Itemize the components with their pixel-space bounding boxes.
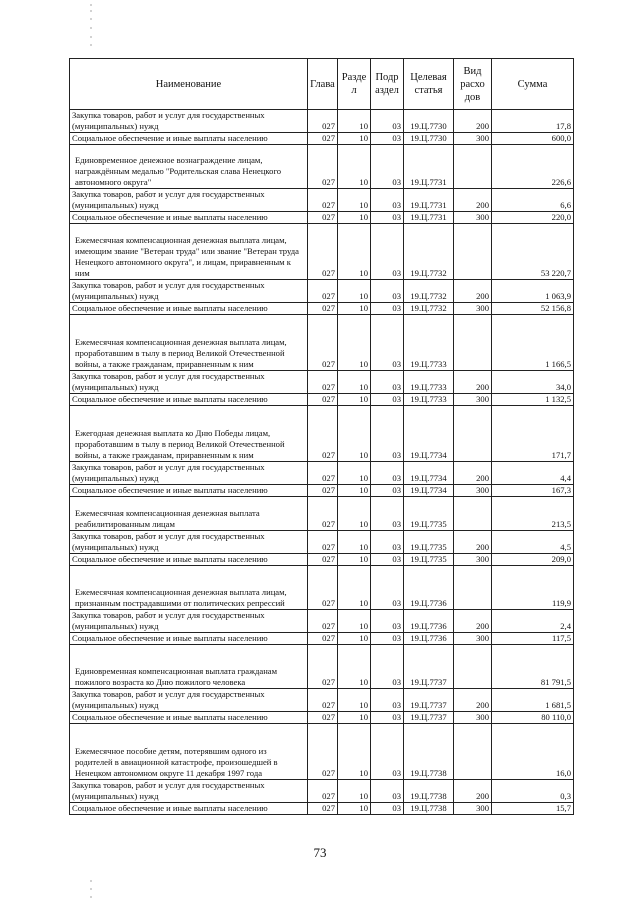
cell-amount: 4,4 <box>492 462 574 485</box>
scan-dot <box>90 4 92 6</box>
cell-name: Социальное обеспечение и иные выплаты населению <box>70 633 308 645</box>
cell-amount: 209,0 <box>492 554 574 566</box>
cell-type: 200 <box>454 189 492 212</box>
cell-name: Закупка товаров, работ и услуг для государственных (муниципальных) нужд <box>70 610 308 633</box>
cell-target: 19.Ц.7734 <box>404 406 454 462</box>
cell-name: Социальное обеспечение и иные выплаты населению <box>70 394 308 406</box>
cell-target: 19.Ц.7736 <box>404 633 454 645</box>
table-header-row <box>70 59 574 110</box>
cell-name: Единовременная компенсационная выплата гражданам пожилого возраста ко Дню пожилого человека <box>70 645 308 689</box>
table-row-group <box>70 145 574 189</box>
cell-chapter: 027 <box>308 145 338 189</box>
cell-target: 19.Ц.7738 <box>404 780 454 803</box>
cell-chapter: 027 <box>308 110 338 133</box>
cell-subsection: 03 <box>371 189 404 212</box>
cell-name: Закупка товаров, работ и услуг для государственных (муниципальных) нужд <box>70 462 308 485</box>
cell-type <box>454 406 492 462</box>
cell-chapter: 027 <box>308 371 338 394</box>
table-row <box>70 212 574 224</box>
cell-amount: 1 132,5 <box>492 394 574 406</box>
scan-dot <box>90 880 92 882</box>
cell-type <box>454 566 492 610</box>
cell-target: 19.Ц.7733 <box>404 371 454 394</box>
cell-chapter: 027 <box>308 462 338 485</box>
cell-section: 10 <box>338 689 371 712</box>
cell-name: Единовременное денежное вознаграждение лицам, награждённым медалью "Родительская слава Ненецкого автономного округа" <box>70 145 308 189</box>
table-row <box>70 780 574 803</box>
table-row <box>70 554 574 566</box>
cell-type: 200 <box>454 531 492 554</box>
cell-name: Социальное обеспечение и иные выплаты населению <box>70 133 308 145</box>
table-row <box>70 633 574 645</box>
table-row-group <box>70 724 574 780</box>
cell-chapter: 027 <box>308 780 338 803</box>
cell-target: 19.Ц.7732 <box>404 303 454 315</box>
cell-subsection: 03 <box>371 689 404 712</box>
cell-name: Социальное обеспечение и иные выплаты населению <box>70 554 308 566</box>
budget-table <box>69 58 574 815</box>
table-row <box>70 303 574 315</box>
cell-type: 300 <box>454 303 492 315</box>
cell-type: 300 <box>454 394 492 406</box>
cell-amount: 0,3 <box>492 780 574 803</box>
cell-name: Закупка товаров, работ и услуг для государственных (муниципальных) нужд <box>70 689 308 712</box>
cell-section: 10 <box>338 780 371 803</box>
cell-section: 10 <box>338 406 371 462</box>
cell-type: 300 <box>454 803 492 815</box>
cell-amount: 4,5 <box>492 531 574 554</box>
cell-chapter: 027 <box>308 689 338 712</box>
header-chapter: Глава <box>308 59 338 110</box>
cell-section: 10 <box>338 497 371 531</box>
cell-subsection: 03 <box>371 280 404 303</box>
cell-name: Закупка товаров, работ и услуг для государственных (муниципальных) нужд <box>70 531 308 554</box>
cell-chapter: 027 <box>308 610 338 633</box>
cell-type: 300 <box>454 633 492 645</box>
cell-subsection: 03 <box>371 633 404 645</box>
cell-chapter: 027 <box>308 280 338 303</box>
cell-subsection: 03 <box>371 462 404 485</box>
header-amount: Сумма <box>492 59 574 110</box>
cell-name: Социальное обеспечение и иные выплаты населению <box>70 212 308 224</box>
cell-subsection: 03 <box>371 371 404 394</box>
cell-chapter: 027 <box>308 315 338 371</box>
cell-name: Закупка товаров, работ и услуг для государственных (муниципальных) нужд <box>70 110 308 133</box>
cell-name: Ежегодная денежная выплата ко Дню Победы лицам, проработавшим в тылу в период Великой Отечественной войны, а также гражданам, приравненным к ним <box>70 406 308 462</box>
cell-name: Социальное обеспечение и иные выплаты населению <box>70 485 308 497</box>
cell-amount: 6,6 <box>492 189 574 212</box>
cell-target: 19.Ц.7738 <box>404 803 454 815</box>
cell-name: Закупка товаров, работ и услуг для государственных (муниципальных) нужд <box>70 780 308 803</box>
cell-amount: 16,0 <box>492 724 574 780</box>
cell-target: 19.Ц.7737 <box>404 645 454 689</box>
cell-target: 19.Ц.7731 <box>404 189 454 212</box>
table-body <box>70 110 574 815</box>
cell-section: 10 <box>338 531 371 554</box>
table-row-group <box>70 645 574 689</box>
header-type: Вид расхо дов <box>454 59 492 110</box>
cell-section: 10 <box>338 212 371 224</box>
cell-subsection: 03 <box>371 780 404 803</box>
cell-target: 19.Ц.7736 <box>404 566 454 610</box>
cell-type: 200 <box>454 462 492 485</box>
cell-target: 19.Ц.7738 <box>404 724 454 780</box>
cell-chapter: 027 <box>308 406 338 462</box>
cell-subsection: 03 <box>371 485 404 497</box>
cell-chapter: 027 <box>308 133 338 145</box>
cell-subsection: 03 <box>371 406 404 462</box>
table-row-group <box>70 315 574 371</box>
cell-amount: 171,7 <box>492 406 574 462</box>
scan-dot <box>90 44 92 46</box>
cell-chapter: 027 <box>308 394 338 406</box>
cell-subsection: 03 <box>371 610 404 633</box>
cell-section: 10 <box>338 712 371 724</box>
cell-amount: 17,8 <box>492 110 574 133</box>
cell-section: 10 <box>338 645 371 689</box>
cell-type: 200 <box>454 110 492 133</box>
header-subsection: Подр аздел <box>371 59 404 110</box>
cell-type: 300 <box>454 554 492 566</box>
cell-section: 10 <box>338 110 371 133</box>
cell-target: 19.Ц.7730 <box>404 133 454 145</box>
cell-name: Закупка товаров, работ и услуг для государственных (муниципальных) нужд <box>70 189 308 212</box>
cell-target: 19.Ц.7733 <box>404 315 454 371</box>
scan-dot <box>90 27 92 29</box>
table-row <box>70 531 574 554</box>
cell-target: 19.Ц.7732 <box>404 224 454 280</box>
cell-name: Ежемесячная компенсационная денежная выплата лицам, имеющим звание "Ветеран труда" или звание "Ветеран труда Ненецкого автономного округа", и лицам, приравненным к ним <box>70 224 308 280</box>
table-row <box>70 485 574 497</box>
cell-chapter: 027 <box>308 531 338 554</box>
cell-subsection: 03 <box>371 645 404 689</box>
cell-subsection: 03 <box>371 224 404 280</box>
cell-target: 19.Ц.7735 <box>404 531 454 554</box>
cell-amount: 119,9 <box>492 566 574 610</box>
cell-type <box>454 724 492 780</box>
cell-amount: 34,0 <box>492 371 574 394</box>
cell-section: 10 <box>338 394 371 406</box>
cell-section: 10 <box>338 724 371 780</box>
cell-chapter: 027 <box>308 485 338 497</box>
cell-amount: 15,7 <box>492 803 574 815</box>
cell-name: Ежемесячная компенсационная денежная выплата лицам, проработавшим в тылу в период Великой Отечественной войны, а также гражданам, приравненным к ним <box>70 315 308 371</box>
cell-section: 10 <box>338 315 371 371</box>
cell-chapter: 027 <box>308 803 338 815</box>
cell-name: Ежемесячное пособие детям, потерявшим одного из родителей в авиационной катастрофе, произошедшей в Ненецком автономном округе 11 декабря 1997 года <box>70 724 308 780</box>
cell-target: 19.Ц.7737 <box>404 689 454 712</box>
cell-subsection: 03 <box>371 303 404 315</box>
cell-section: 10 <box>338 224 371 280</box>
cell-amount: 213,5 <box>492 497 574 531</box>
cell-section: 10 <box>338 133 371 145</box>
cell-type: 200 <box>454 610 492 633</box>
scan-dot <box>90 18 92 20</box>
cell-subsection: 03 <box>371 531 404 554</box>
scan-dot <box>90 36 92 38</box>
cell-section: 10 <box>338 485 371 497</box>
cell-subsection: 03 <box>371 724 404 780</box>
header-name: Наименование <box>70 59 308 110</box>
cell-section: 10 <box>338 462 371 485</box>
cell-section: 10 <box>338 566 371 610</box>
cell-section: 10 <box>338 145 371 189</box>
cell-section: 10 <box>338 189 371 212</box>
header-target: Целевая статья <box>404 59 454 110</box>
cell-chapter: 027 <box>308 303 338 315</box>
cell-amount: 1 166,5 <box>492 315 574 371</box>
table-row <box>70 280 574 303</box>
cell-chapter: 027 <box>308 712 338 724</box>
cell-name: Закупка товаров, работ и услуг для государственных (муниципальных) нужд <box>70 280 308 303</box>
cell-amount: 117,5 <box>492 633 574 645</box>
cell-subsection: 03 <box>371 133 404 145</box>
cell-section: 10 <box>338 803 371 815</box>
cell-target: 19.Ц.7736 <box>404 610 454 633</box>
cell-type: 200 <box>454 780 492 803</box>
cell-chapter: 027 <box>308 189 338 212</box>
cell-type: 300 <box>454 212 492 224</box>
table-row-group <box>70 224 574 280</box>
cell-type: 200 <box>454 689 492 712</box>
cell-name: Социальное обеспечение и иные выплаты населению <box>70 712 308 724</box>
cell-subsection: 03 <box>371 145 404 189</box>
cell-section: 10 <box>338 554 371 566</box>
cell-amount: 1 681,5 <box>492 689 574 712</box>
table-row-group <box>70 406 574 462</box>
cell-target: 19.Ц.7734 <box>404 462 454 485</box>
cell-type: 300 <box>454 133 492 145</box>
cell-target: 19.Ц.7734 <box>404 485 454 497</box>
scan-dot <box>90 888 92 890</box>
cell-name: Ежемесячная компенсационная денежная выплата реабилитированным лицам <box>70 497 308 531</box>
cell-subsection: 03 <box>371 394 404 406</box>
cell-subsection: 03 <box>371 566 404 610</box>
cell-subsection: 03 <box>371 712 404 724</box>
cell-subsection: 03 <box>371 110 404 133</box>
cell-target: 19.Ц.7737 <box>404 712 454 724</box>
cell-subsection: 03 <box>371 803 404 815</box>
cell-name: Социальное обеспечение и иные выплаты населению <box>70 303 308 315</box>
table-row <box>70 371 574 394</box>
table-row <box>70 189 574 212</box>
page-number: 73 <box>313 845 327 860</box>
table-row <box>70 394 574 406</box>
cell-target: 19.Ц.7735 <box>404 497 454 531</box>
cell-target: 19.Ц.7730 <box>404 110 454 133</box>
cell-section: 10 <box>338 303 371 315</box>
cell-amount: 220,0 <box>492 212 574 224</box>
table-row <box>70 610 574 633</box>
table-row <box>70 689 574 712</box>
table-row <box>70 462 574 485</box>
table-row <box>70 712 574 724</box>
cell-chapter: 027 <box>308 212 338 224</box>
header-section: Разде л <box>338 59 371 110</box>
cell-amount: 226,6 <box>492 145 574 189</box>
table-row-group <box>70 497 574 531</box>
cell-type: 300 <box>454 485 492 497</box>
table-row <box>70 133 574 145</box>
cell-type: 200 <box>454 280 492 303</box>
cell-amount: 600,0 <box>492 133 574 145</box>
table-row <box>70 110 574 133</box>
cell-chapter: 027 <box>308 724 338 780</box>
cell-chapter: 027 <box>308 645 338 689</box>
cell-chapter: 027 <box>308 497 338 531</box>
cell-chapter: 027 <box>308 554 338 566</box>
scan-dot <box>90 896 92 898</box>
scan-dot <box>90 10 92 12</box>
cell-amount: 81 791,5 <box>492 645 574 689</box>
cell-target: 19.Ц.7731 <box>404 145 454 189</box>
cell-target: 19.Ц.7732 <box>404 280 454 303</box>
cell-subsection: 03 <box>371 554 404 566</box>
cell-subsection: 03 <box>371 212 404 224</box>
cell-subsection: 03 <box>371 315 404 371</box>
cell-name: Закупка товаров, работ и услуг для государственных (муниципальных) нужд <box>70 371 308 394</box>
cell-chapter: 027 <box>308 566 338 610</box>
cell-type <box>454 145 492 189</box>
cell-type <box>454 497 492 531</box>
cell-section: 10 <box>338 371 371 394</box>
cell-name: Социальное обеспечение и иные выплаты населению <box>70 803 308 815</box>
cell-name: Ежемесячная компенсационная денежная выплата лицам, признанным пострадавшими от политических репрессий <box>70 566 308 610</box>
cell-type <box>454 645 492 689</box>
cell-amount: 1 063,9 <box>492 280 574 303</box>
cell-amount: 80 110,0 <box>492 712 574 724</box>
table-row <box>70 803 574 815</box>
cell-chapter: 027 <box>308 633 338 645</box>
cell-type: 300 <box>454 712 492 724</box>
cell-type: 200 <box>454 371 492 394</box>
cell-section: 10 <box>338 610 371 633</box>
cell-target: 19.Ц.7733 <box>404 394 454 406</box>
cell-chapter: 027 <box>308 224 338 280</box>
table-row-group <box>70 566 574 610</box>
cell-section: 10 <box>338 280 371 303</box>
cell-type <box>454 315 492 371</box>
cell-subsection: 03 <box>371 497 404 531</box>
cell-type <box>454 224 492 280</box>
cell-amount: 2,4 <box>492 610 574 633</box>
cell-amount: 52 156,8 <box>492 303 574 315</box>
cell-amount: 53 220,7 <box>492 224 574 280</box>
cell-target: 19.Ц.7731 <box>404 212 454 224</box>
cell-section: 10 <box>338 633 371 645</box>
cell-amount: 167,3 <box>492 485 574 497</box>
cell-target: 19.Ц.7735 <box>404 554 454 566</box>
